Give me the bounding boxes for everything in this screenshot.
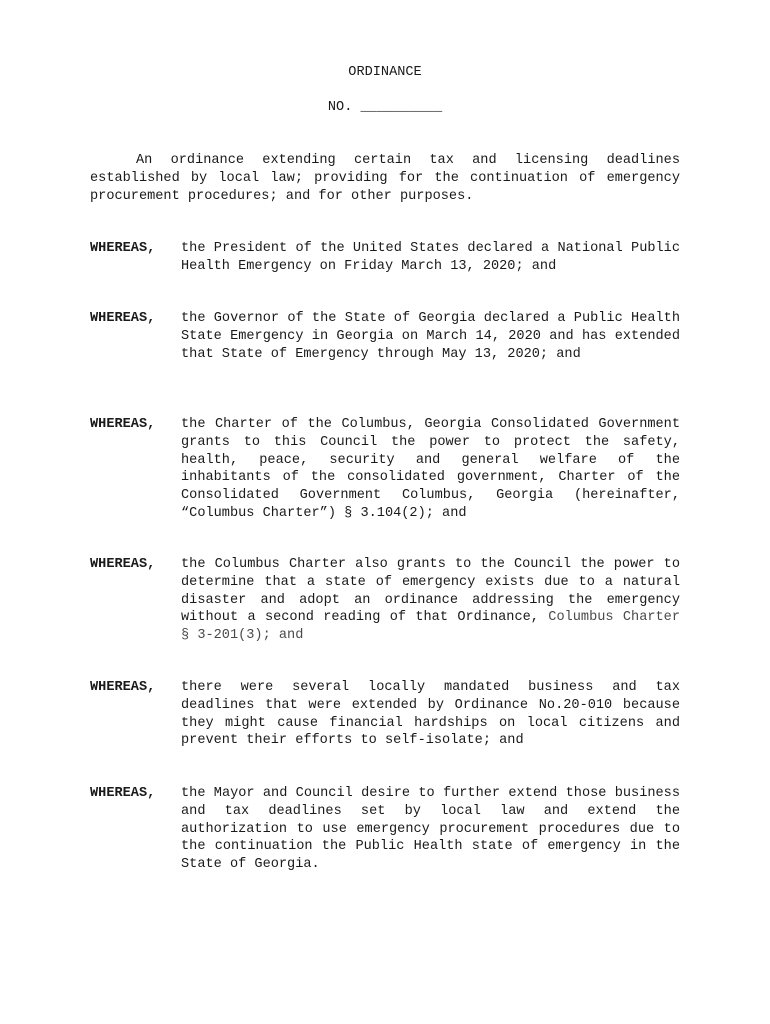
whereas-clause-text: the President of the United States declared a National Public Health Emergency on Friday March 13, 2020; and xyxy=(181,241,680,274)
whereas-keyword: WHEREAS, xyxy=(90,417,156,432)
whereas-clause-6 xyxy=(90,785,680,874)
whereas-keyword: WHEREAS, xyxy=(90,680,156,695)
whereas-clause-5 xyxy=(90,679,680,750)
whereas-clause-1 xyxy=(90,240,680,276)
ordinance-preamble: An ordinance extending certain tax and licensing deadlines established by local law; providing for the continuation of emergency procurement procedures; and for other purposes. xyxy=(90,153,680,204)
whereas-clause-text-container xyxy=(181,556,680,645)
whereas-clause-text: there were several locally mandated business and tax deadlines that were extended by Ordinance No.20-010 because they might cause financial hardships on local citizens and prevent their efforts to self-isolate; and xyxy=(181,680,680,749)
whereas-keyword: WHEREAS, xyxy=(90,241,156,256)
whereas-clause-text: the Mayor and Council desire to further extend those business and tax deadlines set by local law and extend the authorization to use emergency procurement procedures due to the continuation the Public Health state of emergency in the State of Georgia. xyxy=(181,786,680,873)
whereas-keyword: WHEREAS, xyxy=(90,311,156,326)
whereas-clause-text: the Governor of the State of Georgia declared a Public Health State Emergency in Georgia on March 14, 2020 and has extended that State of Emergency through May 13, 2020; and xyxy=(181,311,680,362)
whereas-keyword: WHEREAS, xyxy=(90,557,156,572)
whereas-clause-text: the Columbus Charter also grants to the Council the power to determine that a state of emergency exists due to a natural disaster and adopt an ordinance addressing the emergency without a second reading of that Ordinance, xyxy=(181,557,680,626)
whereas-keyword: WHEREAS, xyxy=(90,786,156,801)
charter-citation: Columbus Charter § 3-201(3); and xyxy=(181,610,680,644)
ordinance-number-line: NO. __________ xyxy=(327,100,443,115)
whereas-clause-3 xyxy=(90,416,680,523)
document-title: ORDINANCE xyxy=(348,65,422,80)
whereas-clause-4 xyxy=(90,556,680,645)
whereas-clause-text: the Charter of the Columbus, Georgia Consolidated Government grants to this Council the power to protect the safety, health, peace, security and general welfare of the inhabitants of the consolidated government, Charter of the Consolidated Government Columbus, Georgia (hereinafter, “Columbus Charter”) § 3.104(2); and xyxy=(181,417,680,521)
whereas-clause-2 xyxy=(90,310,680,363)
